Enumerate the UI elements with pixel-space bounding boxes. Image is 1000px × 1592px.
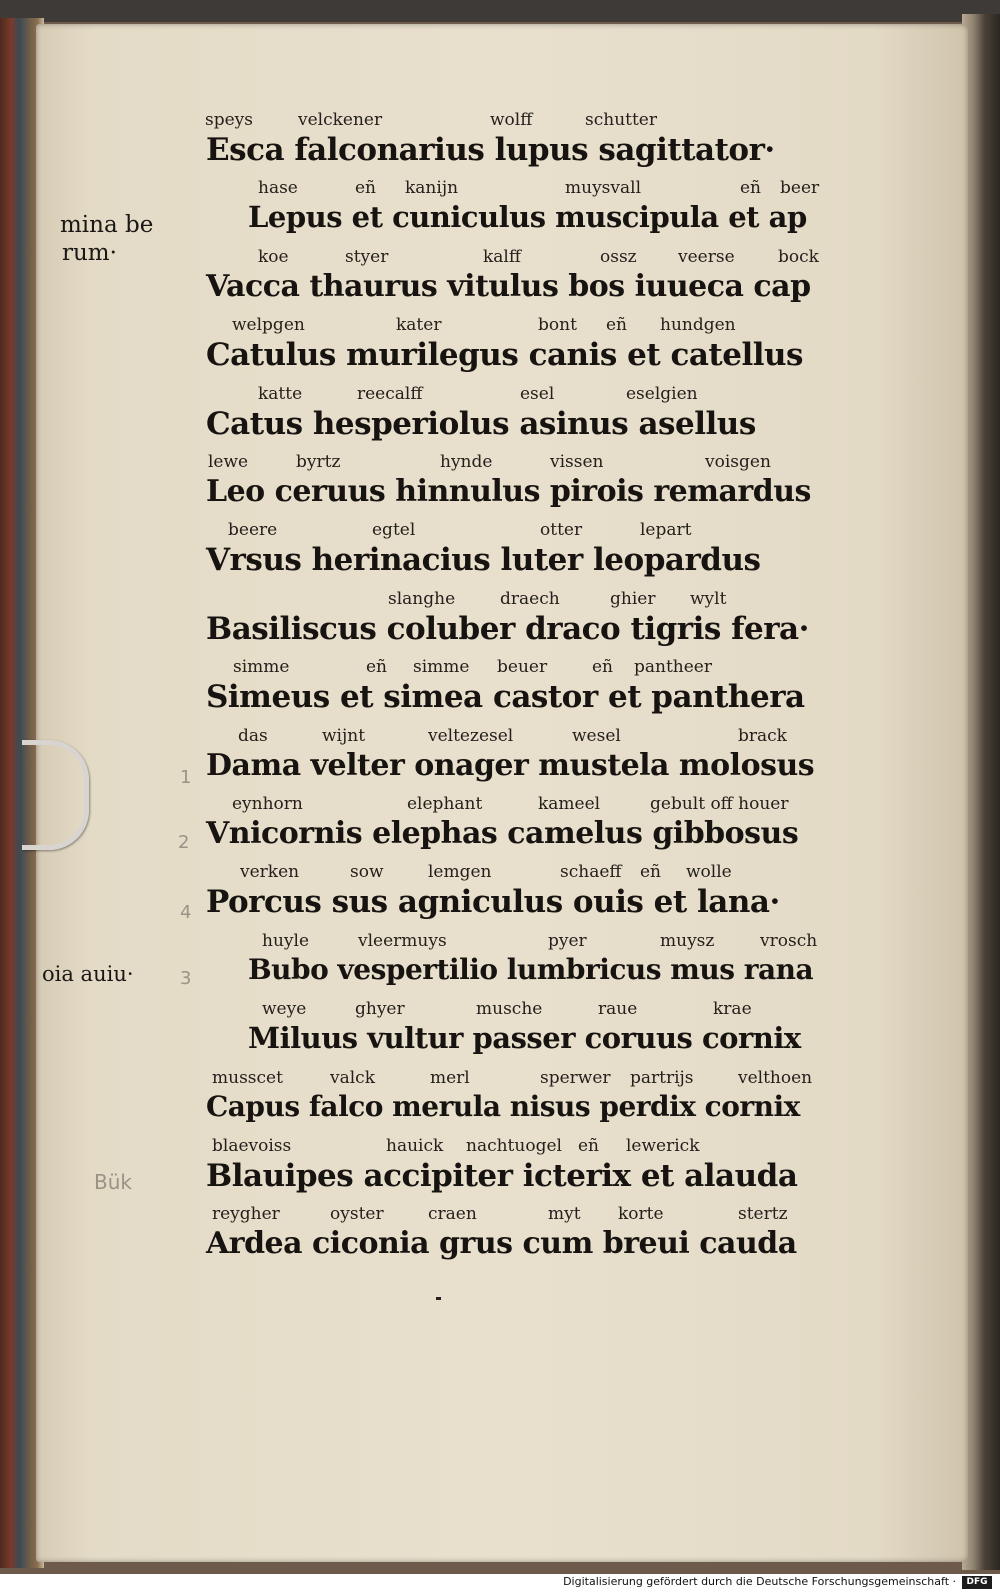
gloss-word: velthoen [738,1067,813,1088]
gloss-word: korte [618,1204,664,1225]
gloss-word: kalff [483,246,521,267]
gloss-word: gebult off houer [650,794,789,814]
latin-line: Catulus murilegus canis et catellus [206,337,803,374]
gloss-word: sperwer [540,1067,611,1088]
gloss-word: musche [476,999,543,1020]
gloss-word: sow [350,862,384,883]
bookmark-clip [22,740,89,850]
gloss-word: simme [413,657,470,678]
pencil-mark-4: 3 [180,968,192,989]
latin-line: Blauipes accipiter icterix et alauda [206,1158,798,1194]
latin-line: Capus falco merula nisus perdix cornix [206,1089,800,1123]
margin-note-2: rum· [62,240,117,266]
gloss-word: beer [780,178,820,199]
gloss-word: simme [233,657,290,678]
latin-line: Basiliscus coluber draco tigris fera· [206,610,809,647]
gloss-word: kanijn [405,178,459,199]
gloss-word: craen [428,1204,477,1225]
gloss-word: ghyer [355,999,405,1020]
pencil-mark-2: 2 [178,832,190,853]
gloss-word: styer [345,246,389,267]
gloss-word: eñ [606,315,628,336]
gloss-word: eñ [592,657,614,678]
gloss-word: beere [228,520,278,541]
gloss-word: das [238,725,268,746]
latin-line: Catus hesperiolus asinus asellus [206,405,756,442]
gloss-word: hauick [386,1136,444,1156]
gloss-word: valck [330,1067,375,1088]
gloss-word: bont [538,315,577,336]
gloss-word: velckener [298,110,383,130]
latin-line: Bubo vespertilio lumbricus mus rana [248,952,814,986]
gloss-word: eynhorn [232,794,303,814]
gloss-word: merl [430,1067,470,1088]
gloss-word: wylt [690,588,727,609]
gloss-word: nachtuogel [466,1136,562,1156]
gloss-word: lewerick [626,1136,700,1156]
latin-line: Porcus sus agniculus ouis et lana· [206,884,780,921]
pencil-mark-3: 4 [180,902,192,923]
latin-line: Vnicornis elephas camelus gibbosus [206,816,799,851]
gloss-word: bock [778,246,819,267]
gloss-word: byrtz [296,452,341,472]
gloss-word: brack [738,725,787,746]
gloss-word: hase [258,178,298,199]
gloss-word: eñ [640,862,662,883]
gloss-word: wesel [572,725,621,746]
gloss-word: schutter [585,110,657,130]
gloss-word: kater [396,315,442,336]
gloss-word: wijnt [322,725,366,746]
gloss-word: slanghe [388,588,456,609]
gloss-word: wolff [490,110,533,130]
gloss-word: weye [262,999,307,1020]
gloss-word: muysvall [565,178,642,199]
gloss-word: eñ [578,1136,600,1156]
gloss-word: katte [258,383,303,404]
margin-note-1: mina be [60,212,154,238]
page-dot [436,1297,441,1300]
gloss-word: eñ [740,178,762,199]
gloss-word: speys [205,110,253,130]
gloss-word: eñ [355,178,377,199]
latin-line: Simeus et simea castor et panthera [206,679,805,716]
latin-line: Miluus vultur passer coruus cornix [248,1021,801,1056]
gloss-word: pantheer [634,657,712,678]
gloss-word: musscet [212,1067,283,1088]
pencil-mark-5: Bük [94,1170,132,1194]
gloss-word: eñ [366,657,388,678]
gloss-word: lemgen [428,862,492,883]
footer-credit: Digitalisierung gefördert durch die Deutsche Forschungsgemeinschaft · [563,1575,956,1588]
gloss-word: huyle [262,930,309,951]
gloss-word: oyster [330,1204,384,1225]
latin-line: Lepus et cuniculus muscipula et ap [248,200,807,235]
gloss-word: welpgen [232,315,305,336]
gloss-word: stertz [738,1204,788,1225]
gloss-word: beuer [497,657,548,678]
gloss-word: hundgen [660,315,736,336]
gloss-word: pyer [548,930,587,951]
gloss-word: krae [713,999,752,1020]
gloss-word: veerse [678,246,735,267]
gloss-word: reecalff [357,383,423,404]
gloss-word: vissen [550,452,604,472]
margin-note-3: oia auiu· [42,962,134,986]
gloss-word: ossz [600,246,637,267]
gloss-word: myt [548,1204,581,1225]
pencil-mark-1: 1 [180,767,192,788]
gloss-word: esel [520,383,555,404]
gloss-word: reygher [212,1204,280,1225]
gloss-word: lewe [208,452,249,472]
gloss-word: wolle [686,862,732,883]
gloss-word: raue [598,999,638,1020]
gloss-word: koe [258,246,289,267]
gloss-word: draech [500,588,560,609]
gloss-word: otter [540,520,583,541]
gloss-word: blaevoiss [212,1136,292,1156]
latin-line: Leo ceruus hinnulus pirois remardus [206,474,811,509]
gloss-word: vleermuys [358,930,447,951]
latin-line: Vacca thaurus vitulus bos iuueca cap [206,268,811,304]
gloss-word: ghier [610,588,656,609]
gloss-word: verken [240,862,300,883]
latin-line: Vrsus herinacius luter leopardus [206,542,761,579]
gloss-word: vrosch [760,930,818,951]
footer-bar [0,1574,1000,1592]
latin-line: Dama velter onager mustela molosus [206,747,815,783]
gloss-word: kameel [538,794,601,814]
dfg-logo: DFG [962,1576,992,1589]
gloss-word: hynde [440,452,493,472]
gloss-word: eselgien [626,383,698,404]
gloss-word: muysz [660,930,715,951]
latin-line: Esca falconarius lupus sagittator· [206,132,775,168]
gloss-word: voisgen [705,452,771,472]
gloss-word: veltezesel [428,725,514,746]
scan-background-top [0,0,1000,22]
gloss-word: lepart [640,520,692,541]
latin-line: Ardea ciconia grus cum breui cauda [206,1226,797,1262]
gloss-word: elephant [407,794,483,814]
gloss-word: schaeff [560,862,622,883]
gloss-word: partrijs [630,1067,694,1088]
gloss-word: egtel [372,520,416,541]
